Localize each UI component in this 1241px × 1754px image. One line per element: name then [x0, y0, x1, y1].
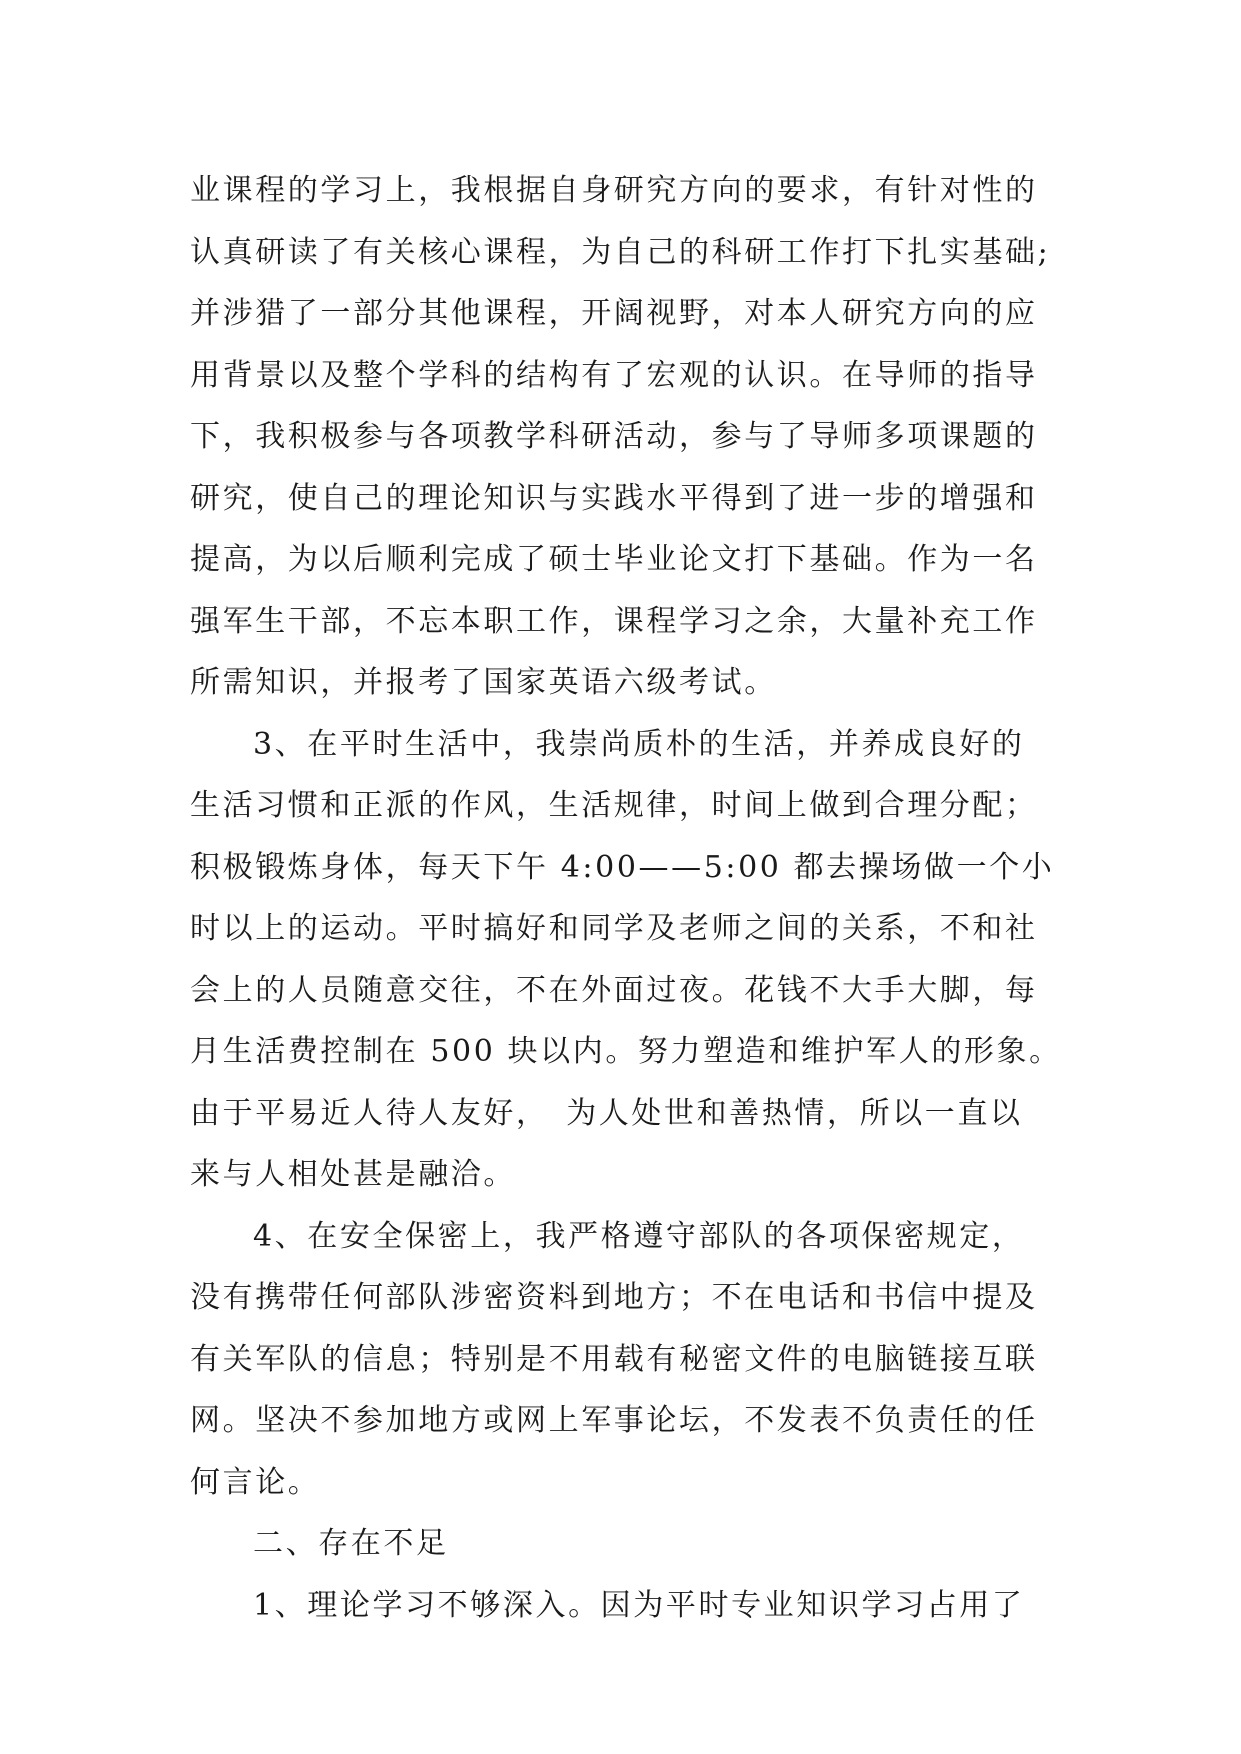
- text-line: 研究，使自己的理论知识与实践水平得到了进一步的增强和: [190, 480, 1038, 516]
- text-line: 时以上的运动。平时搞好和同学及老师之间的关系，不和社: [190, 911, 1038, 946]
- text-line: 强军生干部，不忘本职工作，课程学习之余，大量补充工作: [190, 603, 1038, 639]
- text-line: 下，我积极参与各项教学科研活动，参与了导师多项课题的: [190, 419, 1038, 454]
- text-line: 提高，为以后顺利完成了硕士毕业论文打下基础。作为一名: [190, 542, 1038, 577]
- text-line: 用背景以及整个学科的结构有了宏观的认识。在导师的指导: [190, 357, 1038, 393]
- text-line: 生活习惯和正派的作风，生活规律，时间上做到合理分配；: [190, 788, 1038, 823]
- text-line: 有关军队的信息；特别是不用载有秘密文件的电脑链接互联: [190, 1341, 1038, 1377]
- text-line: 何言论。: [190, 1464, 321, 1500]
- paragraph-first-line: 4、在安全保密上，我严格遵守部队的各项保密规定，: [253, 1218, 1025, 1254]
- body-text: [190, 160, 1070, 1636]
- text-line: 月生活费控制在 500 块以内。努力塑造和维护军人的形象。: [190, 1034, 1062, 1069]
- text-line: 积极锻炼身体，每天下午 4:00——5:00 都去操场做一个小: [190, 849, 1055, 885]
- paragraph-first-line: 1、理论学习不够深入。因为平时专业知识学习占用了: [253, 1587, 1025, 1623]
- text-line: 网。坚决不参加地方或网上军事论坛，不发表不负责任的任: [190, 1403, 1038, 1438]
- text-line: 没有携带任何部队涉密资料到地方；不在电话和书信中提及: [190, 1280, 1038, 1315]
- text-line: 认真研读了有关核心课程，为自己的科研工作打下扎实基础;: [190, 234, 1051, 270]
- text-line: 并涉猎了一部分其他课程，开阔视野，对本人研究方向的应: [190, 296, 1038, 331]
- text-line: 所需知识，并报考了国家英语六级考试。: [190, 665, 777, 700]
- text-line: 会上的人员随意交往，不在外面过夜。花钱不大手大脚，每: [190, 972, 1038, 1008]
- text-line: 业课程的学习上，我根据自身研究方向的要求，有针对性的: [190, 173, 1038, 208]
- text-line: 来与人相处甚是融洽。: [190, 1157, 516, 1192]
- paragraph-first-line: 二、存在不足: [253, 1526, 449, 1561]
- paragraph-first-line: 3、在平时生活中，我崇尚质朴的生活，并养成良好的: [253, 726, 1025, 762]
- text-line: 由于平易近人待人友好， 为人处世和善热情，所以一直以: [190, 1095, 1023, 1131]
